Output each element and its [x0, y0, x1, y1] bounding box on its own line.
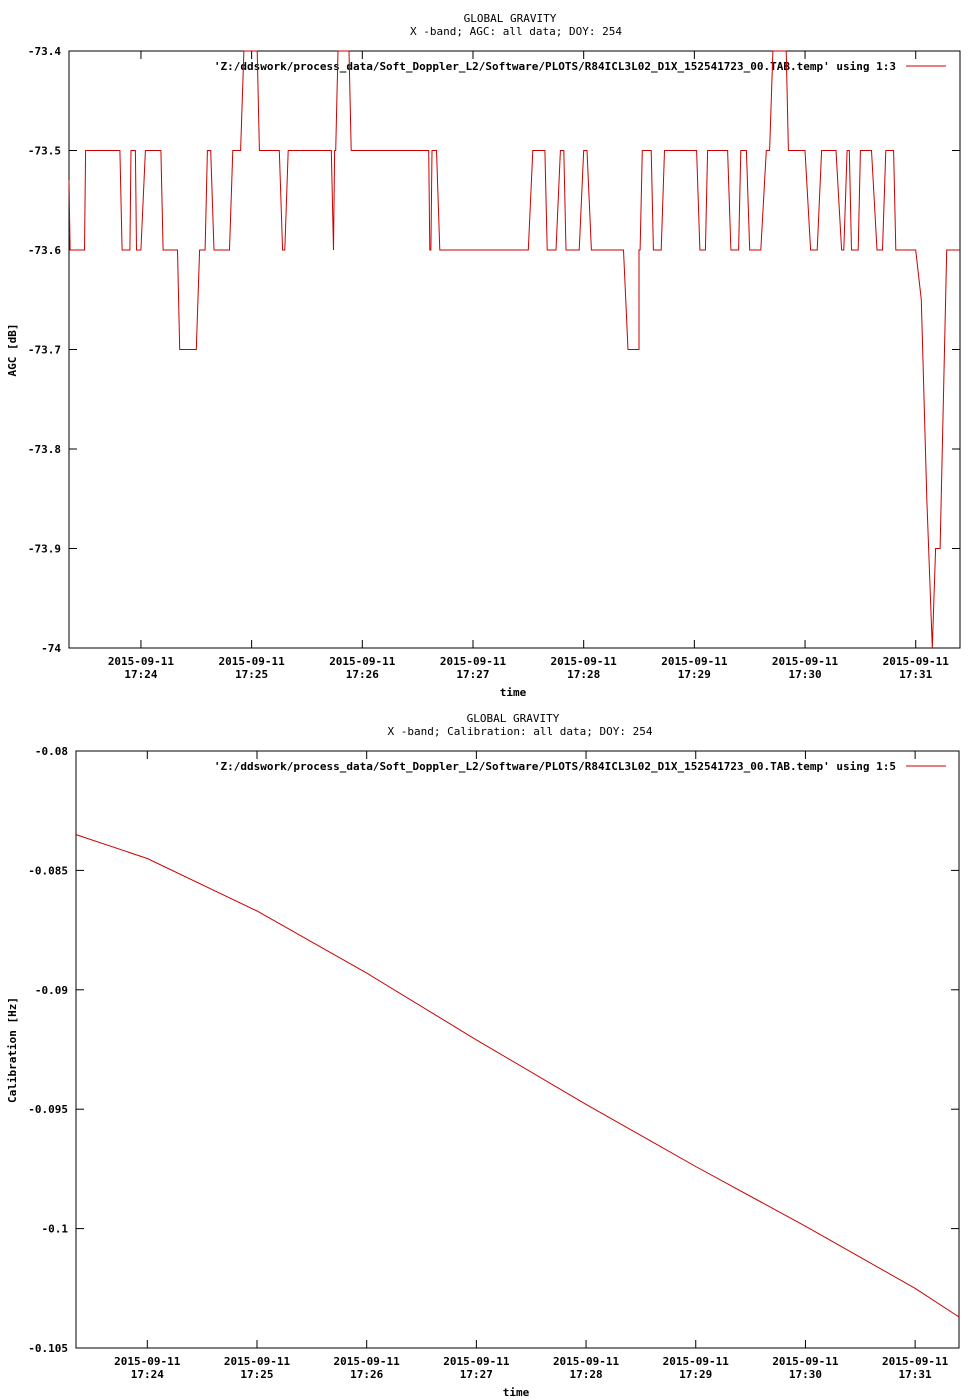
- calibration-y-tick-label: -0.095: [28, 1103, 68, 1117]
- agc-y-tick-label: -73.7: [27, 343, 61, 357]
- agc-x-tick-time: 17:25: [235, 668, 269, 681]
- agc-y-tick-label: -73.9: [27, 542, 61, 556]
- calibration-y-tick-label: -0.1: [41, 1222, 68, 1236]
- calibration-y-tick-label: -0.085: [28, 864, 68, 878]
- agc-y-axis-label: AGC [dB]: [6, 323, 19, 377]
- calibration-x-tick-date: 2015-09-11: [114, 1355, 181, 1368]
- calibration-y-tick-label: -0.08: [34, 745, 68, 758]
- calibration-x-tick-date: 2015-09-11: [443, 1355, 510, 1368]
- agc-y-tick-label: -73.6: [27, 244, 61, 257]
- agc-x-axis-label: time: [499, 686, 527, 699]
- agc-series-line: [69, 51, 960, 648]
- calibration-subtitle: X -band; Calibration: all data; DOY: 254: [387, 725, 653, 738]
- calibration-x-tick-date: 2015-09-11: [882, 1355, 949, 1368]
- agc-x-tick-time: 17:26: [345, 668, 379, 681]
- calibration-x-tick-date: 2015-09-11: [552, 1355, 620, 1368]
- agc-x-tick-time: 17:30: [788, 668, 822, 681]
- calibration-x-tick-time: 17:30: [788, 1368, 822, 1381]
- calibration-x-tick-time: 17:31: [898, 1368, 932, 1381]
- agc-y-tick-label: -73.4: [27, 45, 61, 58]
- calibration-plot-frame: [76, 751, 959, 1348]
- agc-x-tick-time: 17:28: [567, 668, 601, 681]
- calibration-x-tick-time: 17:26: [350, 1368, 384, 1381]
- agc-x-tick-time: 17:27: [456, 668, 490, 681]
- calibration-x-axis-label: time: [502, 1386, 530, 1399]
- agc-x-tick-time: 17:31: [899, 668, 933, 681]
- calibration-x-axis: [114, 751, 948, 1381]
- agc-x-tick-date: 2015-09-11: [218, 655, 285, 668]
- agc-x-axis: [108, 51, 949, 681]
- calibration-legend-label: 'Z:/ddswork/process_data/Soft_Doppler_L2/Software/PLOTS/R84ICL3L02_D1X_152541723_00.TAB.temp' using 1:5: [213, 760, 896, 773]
- calibration-x-tick-time: 17:27: [459, 1368, 493, 1381]
- agc-x-tick-time: 17:29: [677, 668, 711, 681]
- calibration-y-tick-label: -0.105: [28, 1342, 68, 1355]
- agc-legend-label: 'Z:/ddswork/process_data/Soft_Doppler_L2/Software/PLOTS/R84ICL3L02_D1X_152541723_00.TAB.temp' using 1:3: [213, 60, 896, 73]
- agc-x-tick-date: 2015-09-11: [329, 655, 396, 668]
- agc-y-tick-label: -74: [41, 642, 61, 655]
- agc-y-tick-label: -73.8: [27, 443, 61, 456]
- agc-subtitle: X -band; AGC: all data; DOY: 254: [410, 25, 622, 38]
- calibration-x-tick-time: 17:28: [569, 1368, 603, 1381]
- agc-x-tick-time: 17:24: [124, 668, 158, 681]
- agc-x-tick-date: 2015-09-11: [439, 655, 507, 668]
- calibration-panel: [6, 712, 959, 1399]
- calibration-title: GLOBAL GRAVITY: [466, 712, 560, 725]
- agc-x-tick-date: 2015-09-11: [550, 655, 617, 668]
- calibration-x-tick-date: 2015-09-11: [223, 1355, 291, 1368]
- agc-x-tick-date: 2015-09-11: [661, 655, 728, 668]
- agc-plot-frame: [69, 51, 960, 648]
- calibration-x-tick-date: 2015-09-11: [333, 1355, 400, 1368]
- agc-x-tick-date: 2015-09-11: [107, 655, 175, 668]
- calibration-x-tick-date: 2015-09-11: [772, 1355, 839, 1368]
- agc-x-tick-date: 2015-09-11: [771, 655, 839, 668]
- agc-panel: [6, 12, 960, 699]
- agc-y-axis: [28, 45, 960, 655]
- calibration-series-line: [76, 835, 959, 1317]
- calibration-x-tick-time: 17:29: [679, 1368, 713, 1381]
- agc-title: GLOBAL GRAVITY: [463, 12, 557, 25]
- calibration-x-tick-date: 2015-09-11: [662, 1355, 729, 1368]
- agc-y-tick-label: -73.5: [27, 144, 61, 158]
- calibration-y-tick-label: -0.09: [34, 983, 68, 997]
- calibration-x-tick-time: 17:25: [240, 1368, 274, 1381]
- calibration-x-tick-time: 17:24: [130, 1368, 164, 1381]
- agc-x-tick-date: 2015-09-11: [882, 655, 949, 668]
- calibration-y-axis-label: Calibration [Hz]: [6, 997, 19, 1103]
